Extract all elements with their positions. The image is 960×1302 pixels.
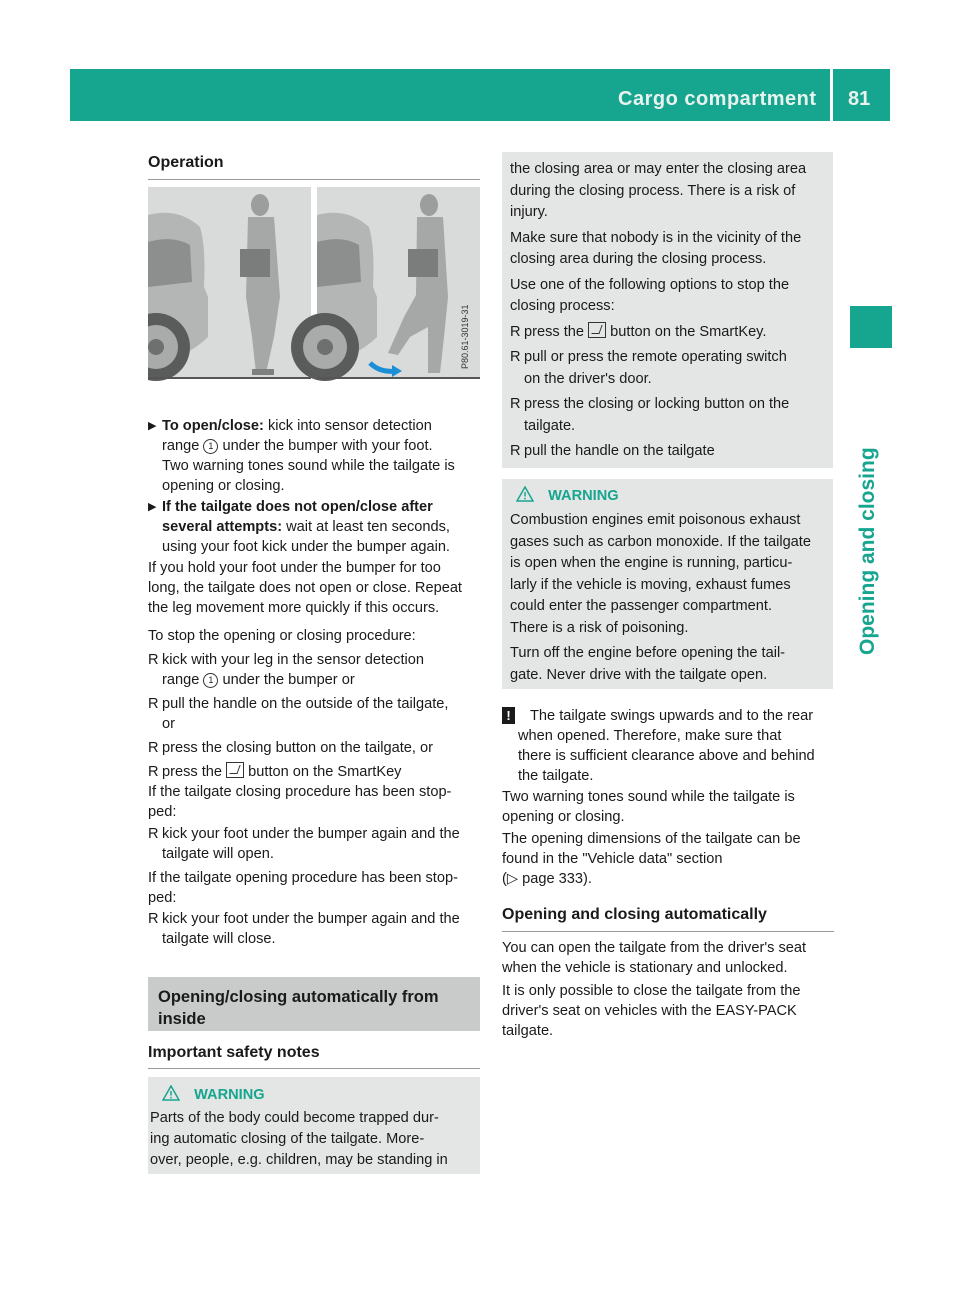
warning-triangle-icon bbox=[162, 1085, 180, 1101]
text-line: gate. Never drive with the tailgate open. bbox=[510, 666, 768, 683]
warning-box bbox=[502, 479, 833, 689]
illustration-svg bbox=[148, 187, 480, 408]
text-line: when the vehicle is stationary and unlocked. bbox=[502, 960, 788, 976]
operation-heading: Operation bbox=[148, 154, 224, 171]
text-line: kick with your leg in the sensor detection bbox=[162, 652, 425, 668]
text-line: on the driver's door. bbox=[524, 370, 652, 387]
text-line: button on the SmartKey. bbox=[610, 323, 767, 340]
list-item bbox=[510, 322, 832, 344]
paragraph: To stop the opening or closing procedure: bbox=[148, 628, 416, 644]
text-line: during the closing process. There is a risk of bbox=[510, 182, 796, 199]
bullet-r: R bbox=[510, 323, 521, 340]
step-text: Two warning tones sound while the tailgate is bbox=[162, 458, 455, 474]
paragraph bbox=[502, 829, 834, 889]
tailgate-key-icon bbox=[226, 762, 244, 778]
bullet-r: R bbox=[510, 396, 521, 412]
text-line: press the closing button on the tailgate, or bbox=[162, 740, 433, 756]
text-line: could enter the passenger compartment. bbox=[510, 598, 773, 614]
step-open-close bbox=[148, 416, 483, 496]
text-line: kick your foot under the bumper again and the bbox=[162, 911, 460, 927]
text-line: The tailgate swings upwards and to the rear bbox=[530, 708, 814, 724]
text-line: ped: bbox=[148, 890, 177, 906]
text-line: Turn off the engine before opening the tail- bbox=[510, 645, 786, 661]
text-line: injury. bbox=[510, 204, 548, 220]
text-line: tailgate. bbox=[502, 1023, 554, 1039]
text-line: press the bbox=[524, 323, 585, 340]
list-item bbox=[148, 824, 483, 864]
header-divider bbox=[830, 69, 833, 121]
text-line: tailgate will close. bbox=[162, 931, 276, 947]
paragraph bbox=[502, 787, 834, 827]
warning-text bbox=[510, 159, 832, 463]
text-line: is open when the engine is running, particu- bbox=[510, 555, 793, 571]
text-line: under the bumper or bbox=[222, 672, 355, 688]
page-ref-link[interactable]: page 333). bbox=[522, 871, 592, 887]
text-line: driver's seat on vehicles with the EASY-PACK bbox=[502, 1003, 797, 1019]
text-line: the leg movement more quickly if this occurs. bbox=[148, 600, 440, 616]
bullet-r: R bbox=[510, 349, 521, 365]
step-lead: To open/close: bbox=[162, 418, 264, 434]
step-text: opening or closing. bbox=[162, 478, 285, 494]
text-line: pull the handle on the outside of the tailgate, bbox=[162, 696, 449, 712]
text-line: Two warning tones sound while the tailgate is bbox=[502, 789, 795, 805]
text-line: or bbox=[162, 716, 175, 732]
text-line: press the closing or locking button on the bbox=[524, 396, 790, 412]
text-line: You can open the tailgate from the driver's seat bbox=[502, 940, 807, 956]
text-line: inside bbox=[158, 1010, 206, 1028]
step-lead: If the tailgate does not open/close after bbox=[162, 499, 433, 515]
safety-heading: Important safety notes bbox=[148, 1044, 320, 1061]
text-line: when opened. Therefore, make sure that bbox=[518, 728, 782, 744]
text-line: If the tailgate opening procedure has been stop- bbox=[148, 870, 458, 886]
text-line: over, people, e.g. children, may be standing in bbox=[150, 1152, 448, 1168]
text-line: long, the tailgate does not open or close. Repeat bbox=[148, 580, 462, 596]
text-line: gases such as carbon monoxide. If the tailgate bbox=[510, 533, 811, 550]
note-exclamation-icon: ! bbox=[502, 707, 515, 724]
text-line: tailgate. bbox=[524, 417, 576, 434]
paragraph bbox=[148, 558, 483, 618]
text-line: pull or press the remote operating switch bbox=[524, 349, 787, 365]
bullet-r: R bbox=[148, 826, 159, 842]
text-line: closing area during the closing process. bbox=[510, 251, 767, 267]
text-line: If you hold your foot under the bumper for too bbox=[148, 560, 441, 576]
text-line: Make sure that nobody is in the vicinity of the bbox=[510, 229, 802, 246]
list-item bbox=[148, 762, 483, 782]
text-line: If the tailgate closing procedure has been stop- bbox=[148, 784, 452, 800]
text-line: There is a risk of poisoning. bbox=[510, 619, 689, 636]
step-text: wait at least ten seconds, bbox=[286, 519, 450, 535]
marker-1-icon: 1 bbox=[203, 439, 218, 454]
text-line: Use one of the following options to stop the bbox=[510, 276, 790, 293]
bullet-r: R bbox=[148, 740, 159, 756]
paragraph bbox=[502, 938, 837, 978]
step-arrow-icon: ▶ bbox=[148, 501, 157, 513]
list-item bbox=[148, 694, 483, 734]
warning-header bbox=[516, 486, 619, 504]
list-item bbox=[510, 394, 832, 437]
page-ref-arrow: (▷ bbox=[502, 871, 519, 887]
tailgate-kick-illustration bbox=[148, 187, 480, 408]
text-line: ped: bbox=[148, 804, 177, 820]
section-heading-box bbox=[148, 977, 480, 1031]
text-line: ing automatic closing of the tailgate. More- bbox=[150, 1131, 425, 1147]
paragraph bbox=[502, 981, 837, 1041]
text-line: Combustion engines emit poisonous exhaust bbox=[510, 512, 801, 528]
list-item bbox=[148, 909, 483, 949]
text-line: range bbox=[162, 672, 200, 688]
paragraph bbox=[148, 868, 483, 908]
warning-text bbox=[150, 1108, 478, 1171]
text-line: button on the SmartKey bbox=[248, 764, 402, 780]
warning-text bbox=[510, 510, 832, 686]
text-line: the tailgate. bbox=[518, 768, 594, 784]
section-heading bbox=[158, 986, 439, 1030]
text-line: opening or closing. bbox=[502, 809, 625, 825]
heading-rule bbox=[502, 931, 834, 932]
warning-label: WARNING bbox=[194, 1087, 265, 1103]
text-line: there is sufficient clearance above and behind bbox=[518, 748, 815, 764]
text-line: press the bbox=[162, 764, 223, 780]
list-item bbox=[148, 650, 483, 690]
page-header bbox=[70, 69, 890, 121]
list-item bbox=[510, 441, 832, 463]
step-text: range bbox=[162, 438, 200, 454]
warning-triangle-icon bbox=[516, 486, 534, 502]
warning-header bbox=[162, 1085, 265, 1103]
step-text: under the bumper with your foot. bbox=[222, 438, 433, 454]
bullet-r: R bbox=[148, 764, 159, 780]
warning-box bbox=[148, 1077, 480, 1174]
text-line: It is only possible to close the tailgate from the bbox=[502, 983, 801, 999]
text-line: kick your foot under the bumper again and the bbox=[162, 826, 460, 842]
list-item bbox=[510, 347, 832, 390]
side-tab-label: Opening and closing bbox=[856, 447, 879, 655]
bullet-r: R bbox=[148, 696, 159, 712]
tailgate-key-icon bbox=[588, 322, 606, 338]
text-line: The opening dimensions of the tailgate can be bbox=[502, 831, 801, 847]
heading-rule bbox=[148, 1068, 480, 1069]
figure-code: P80.61-3019-31 bbox=[460, 304, 470, 369]
marker-1-icon: 1 bbox=[203, 673, 218, 688]
stop-options-list bbox=[148, 650, 483, 782]
text-line: Opening/closing automatically from bbox=[158, 988, 439, 1006]
text-line: pull the handle on the tailgate bbox=[524, 443, 715, 459]
bullet-r: R bbox=[510, 443, 521, 459]
paragraph bbox=[148, 782, 483, 822]
step-text: using your foot kick under the bumper again. bbox=[162, 539, 450, 555]
text-line: closing process: bbox=[510, 298, 615, 314]
list-item bbox=[148, 738, 483, 758]
side-tab-marker bbox=[850, 306, 892, 348]
step-retry bbox=[148, 497, 483, 557]
bullet-r: R bbox=[148, 652, 159, 668]
warning-label: WARNING bbox=[548, 488, 619, 504]
chapter-title: Cargo compartment bbox=[618, 88, 817, 110]
text-line: tailgate will open. bbox=[162, 846, 274, 862]
text-line: larly if the vehicle is moving, exhaust fumes bbox=[510, 576, 791, 593]
note bbox=[502, 706, 834, 786]
text-line: the closing area or may enter the closing area bbox=[510, 161, 807, 177]
warning-continuation-box bbox=[502, 152, 833, 468]
step-text: kick into sensor detection bbox=[267, 418, 432, 434]
text-line: Parts of the body could become trapped dur- bbox=[150, 1110, 439, 1126]
bullet-r: R bbox=[148, 911, 159, 927]
heading-rule bbox=[148, 179, 480, 180]
auto-heading: Opening and closing automatically bbox=[502, 906, 767, 923]
text-line: found in the "Vehicle data" section bbox=[502, 851, 723, 867]
step-lead: several attempts: bbox=[162, 519, 283, 535]
page-number: 81 bbox=[848, 88, 871, 110]
step-arrow-icon: ▶ bbox=[148, 420, 157, 432]
